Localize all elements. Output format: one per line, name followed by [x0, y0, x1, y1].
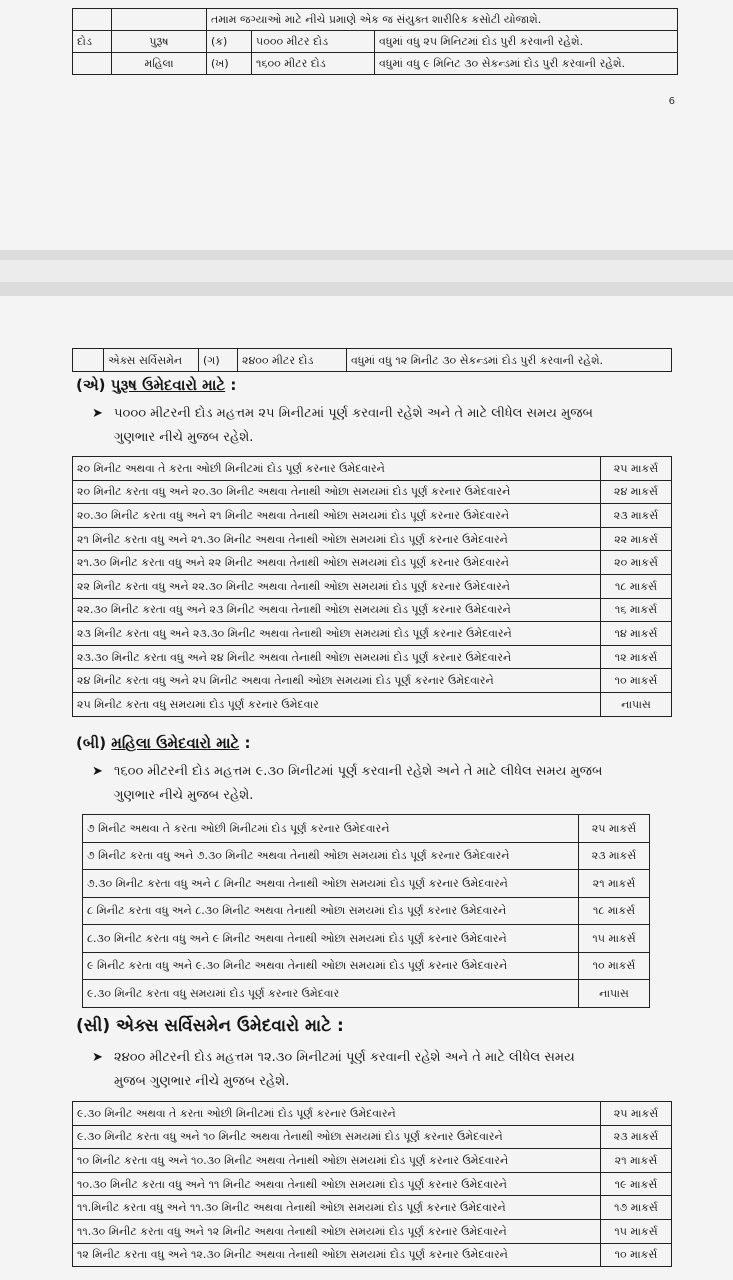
table-row [73, 349, 672, 372]
table-row [73, 480, 672, 504]
table-cell: ૨૪૦૦ મીટર દોડ [238, 349, 347, 372]
section-c-bullet [92, 1046, 575, 1094]
arrow-bullet-icon: ➤ [92, 406, 103, 421]
table-row [73, 1243, 672, 1267]
section-b-suffix: : [244, 734, 251, 752]
criteria-cell: ૨૨ મિનીટ કરતા વધુ અને ૨૨.૩૦ મિનીટ અથવા તેનાથી ઓછા સમયમાં દોડ પૂર્ણ કરનાર ઉમેદવારને [73, 574, 601, 598]
section-b-heading [76, 734, 250, 752]
table-row [83, 815, 650, 843]
criteria-cell: ૮ મિનીટ કરતા વધુ અને ૮.૩૦ મિનીટ અથવા તેનાથી ઓછા સમયમાં દોડ પૂર્ણ કરનાર ઉમેદવારને [83, 897, 579, 925]
table-row [73, 645, 672, 669]
marks-cell: ૧૦ માકર્સ [601, 669, 672, 693]
table-row [73, 574, 672, 598]
table-row [73, 9, 678, 31]
table-row [73, 53, 678, 75]
bullet-text: મુજબ ગુણભાર નીચે મુજબ રહેશે. [114, 1074, 290, 1089]
section-a-title: પુરૂષ ઉમેદવારો માટે [110, 376, 226, 394]
table-row [73, 1172, 672, 1196]
criteria-cell: ૨૦ મિનીટ અથવા તે કરતા ઓછી મિનીટમાં દોડ પૂર્ણ કરનાર ઉમેદવારને [73, 457, 601, 481]
marks-cell: ૧૦ માકર્સ [579, 952, 650, 980]
bullet-text: ગુણભાર નીચે મુજબ રહેશે. [114, 430, 254, 445]
criteria-cell: ૯.૩૦ મિનીટ અથવા તે કરતા ઓછી મિનીટમાં દોડ પૂર્ણ કરનાર ઉમેદવારને [73, 1102, 601, 1126]
section-c-title: એક્સ સર્વિસમેન ઉમેદવારો માટે [116, 1016, 332, 1036]
marks-cell: ૨૩ માકર્સ [601, 1125, 672, 1149]
table-cell [73, 53, 112, 75]
marks-cell: ૧૮ માકર્સ [601, 574, 672, 598]
table-row [83, 842, 650, 870]
table-cell: મહિલા [112, 53, 207, 75]
criteria-cell: ૯ મિનીટ કરતા વધુ અને ૯.૩૦ મિનીટ અથવા તેનાથી ઓછા સમયમાં દોડ પૂર્ણ કરનાર ઉમેદવારને [83, 952, 579, 980]
criteria-cell: ૨૨.૩૦ મિનીટ કરતા વધુ અને ૨૩ મિનીટ અથવા તેનાથી ઓછા સમયમાં દોડ પૂર્ણ કરનાર ઉમેદવારને [73, 598, 601, 622]
criteria-cell: ૨૧.૩૦ મિનીટ કરતા વધુ અને ૨૨ મિનીટ અથવા તેનાથી ઓછા સમયમાં દોડ પૂર્ણ કરનાર ઉમેદવારને [73, 551, 601, 575]
table-row [73, 1149, 672, 1173]
criteria-cell: ૯.૩૦ મિનીટ કરતા વધુ સમયમાં દોડ પૂર્ણ કરનાર ઉમેદવાર [83, 980, 579, 1008]
criteria-cell: ૧૧.મિનીટ કરતા વધુ અને ૧૧.૩૦ મિનીટ અથવા તેનાથી ઓછા સમયમાં દોડ પૂર્ણ કરનાર ઉમેદવારને [73, 1196, 601, 1220]
page-gap-strip [0, 260, 733, 282]
marks-cell: ૧૭ માકર્સ [601, 1196, 672, 1220]
marks-cell: ૧૬ માકર્સ [601, 598, 672, 622]
ex-serviceman-row-table [72, 348, 672, 372]
marks-cell: ૨૩ માકર્સ [601, 504, 672, 528]
criteria-cell: ૧૦ મિનીટ કરતા વધુ અને ૧૦.૩૦ મિનીટ અથવા તેનાથી ઓછા સમયમાં દોડ પૂર્ણ કરનાર ઉમેદવારને [73, 1149, 601, 1173]
marks-cell: ૧૯ માકર્સ [601, 1172, 672, 1196]
table-cell: (ગ) [199, 349, 238, 372]
criteria-cell: ૯.૩૦ મિનીટ કરતા વધુ અને ૧૦ મિનીટ અથવા તેનાથી ઓછા સમયમાં દોડ પૂર્ણ કરનાર ઉમેદવારને [73, 1125, 601, 1149]
section-c-prefix: (સી) [76, 1016, 111, 1036]
section-c-heading [76, 1016, 344, 1036]
table-cell: ૧૬૦૦ મીટર દોડ [252, 53, 375, 75]
criteria-cell: ૨૫ મિનીટ કરતા વધુ સમયમાં દોડ પૂર્ણ કરનાર ઉમેદવાર [73, 692, 601, 716]
criteria-cell: ૨૩ મિનીટ કરતા વધુ અને ૨૩.૩૦ મિનીટ અથવા તેનાથી ઓછા સમયમાં દોડ પૂર્ણ કરનાર ઉમેદવારને [73, 622, 601, 646]
marks-cell: ૨૫ માકર્સ [579, 815, 650, 843]
section-a-suffix: : [230, 376, 237, 394]
table-cell [73, 9, 112, 31]
table-row [73, 598, 672, 622]
table-row [83, 897, 650, 925]
bullet-text: ૨૪૦૦ મીટરની દોડ મહત્તમ ૧૨.૩૦ મિનીટમાં પૂર્ણ કરવાની રહેશે અને તે માટે લીધેલ સમય [114, 1050, 575, 1065]
table-cell: વધુમાં વધુ ૧૨ મિનીટ ૩૦ સેકન્ડમાં દોડ પુરી કરવાની રહેશે. [347, 349, 672, 372]
table-cell [73, 349, 104, 372]
marks-cell: ૨૫ માકર્સ [601, 457, 672, 481]
table-cell: ૫૦૦૦ મીટર દોડ [252, 31, 375, 53]
marks-cell: ૧૫ માકર્સ [579, 925, 650, 953]
table-cell: એક્સ સર્વિસમેન [104, 349, 199, 372]
table-row [73, 669, 672, 693]
page-number: 6 [668, 96, 675, 107]
table-row [73, 1125, 672, 1149]
marks-cell: ૧૦ માકર્સ [601, 1243, 672, 1267]
section-a-prefix: (એ) [76, 376, 106, 394]
male-score-table [72, 456, 672, 717]
section-c-suffix: : [337, 1016, 344, 1036]
criteria-cell: ૧૦.૩૦ મિનીટ કરતા વધુ અને ૧૧ મિનીટ અથવા તેનાથી ઓછા સમયમાં દોડ પૂર્ણ કરનાર ઉમેદવારને [73, 1172, 601, 1196]
marks-cell: ૧૨ માકર્સ [601, 645, 672, 669]
table-cell: (ક) [207, 31, 252, 53]
table-cell: પુરૂષ [112, 31, 207, 53]
table-row [73, 551, 672, 575]
criteria-cell: ૨૦ મિનીટ કરતા વધુ અને ૨૦.૩૦ મિનીટ અથવા તેનાથી ઓછા સમયમાં દોડ પૂર્ણ કરનાર ઉમેદવારને [73, 480, 601, 504]
criteria-cell: ૭ મિનીટ અથવા તે કરતા ઓછી મિનીટમાં દોડ પૂર્ણ કરનાર ઉમેદવારને [83, 815, 579, 843]
ex-serviceman-score-table [72, 1101, 672, 1267]
table-cell: (ખ) [207, 53, 252, 75]
table-cell [112, 9, 207, 31]
bullet-text: ગુણભાર નીચે મુજબ રહેશે. [114, 788, 254, 803]
marks-cell: ૨૩ માકર્સ [579, 842, 650, 870]
criteria-cell: ૮.૩૦ મિનીટ કરતા વધુ અને ૯ મિનીટ અથવા તેનાથી ઓછા સમયમાં દોડ પૂર્ણ કરનાર ઉમેદવારને [83, 925, 579, 953]
table-cell: દોડ [73, 31, 112, 53]
marks-cell: ૨૨ માકર્સ [601, 527, 672, 551]
marks-cell: ૨૧ માકર્સ [579, 870, 650, 898]
criteria-cell: ૭ મિનીટ કરતા વધુ અને ૭.૩૦ મિનીટ અથવા તેનાથી ઓછા સમયમાં દોડ પૂર્ણ કરનાર ઉમેદવારને [83, 842, 579, 870]
table-row [73, 622, 672, 646]
section-b-prefix: (બી) [76, 734, 107, 752]
table-cell: તમામ જગ્યાઓ માટે નીચે પ્રમાણે એક જ સંયુક્ત શારીરિક કસોટી યોજાશે. [207, 9, 678, 31]
table-row [73, 1102, 672, 1126]
bullet-text: ૫૦૦૦ મીટરની દોડ મહત્તમ ૨૫ મિનીટમાં પૂર્ણ કરવાની રહેશે અને તે માટે લીધેલ સમય મુજબ [114, 406, 594, 421]
criteria-cell: ૨૩.૩૦ મિનીટ કરતા વધુ અને ૨૪ મિનીટ અથવા તેનાથી ઓછા સમયમાં દોડ પૂર્ણ કરનાર ઉમેદવારને [73, 645, 601, 669]
female-score-table [82, 814, 650, 1008]
marks-cell: ૧૮ માકર્સ [579, 897, 650, 925]
marks-cell: ૨૦ માકર્સ [601, 551, 672, 575]
marks-cell: ૨૧ માકર્સ [601, 1149, 672, 1173]
table-cell: વધુમાં વધુ ૯ મિનિટ ૩૦ સેકન્ડમાં દોડ પુરી કરવાની રહેશે. [375, 53, 678, 75]
table-cell: વધુમાં વધુ ૨૫ મિનિટમાં દોડ પુરી કરવાની રહેશે. [375, 31, 678, 53]
table-row [83, 952, 650, 980]
marks-cell: ૧૫ માકર્સ [601, 1219, 672, 1243]
bullet-text: ૧૬૦૦ મીટરની દોડ મહત્તમ ૯.૩૦ મિનીટમાં પૂર્ણ કરવાની રહેશે અને તે માટે લીધેલ સમય મુજબ [114, 764, 603, 779]
table-row [73, 31, 678, 53]
table-row [73, 504, 672, 528]
section-a-bullet [92, 402, 593, 450]
table-row [83, 870, 650, 898]
arrow-bullet-icon: ➤ [92, 1050, 103, 1065]
marks-cell: નાપાસ [579, 980, 650, 1008]
criteria-cell: ૧૨ મિનીટ કરતા વધુ અને ૧૨.૩૦ મિનીટ અથવા તેનાથી ઓછા સમયમાં દોડ પૂર્ણ કરનાર ઉમેદવારને [73, 1243, 601, 1267]
criteria-cell: ૭.૩૦ મિનીટ કરતા વધુ અને ૮ મિનીટ અથવા તેનાથી ઓછા સમયમાં દોડ પૂર્ણ કરનાર ઉમેદવારને [83, 870, 579, 898]
criteria-cell: ૨૧ મિનીટ કરતા વધુ અને ૨૧.૩૦ મિનીટ અથવા તેનાથી ઓછા સમયમાં દોડ પૂર્ણ કરનાર ઉમેદવારને [73, 527, 601, 551]
section-b-bullet [92, 760, 602, 808]
section-b-title: મહિલા ઉમેદવારો માટે [111, 734, 240, 752]
criteria-cell: ૨૦.૩૦ મિનીટ કરતા વધુ અને ૨૧ મિનીટ અથવા તેનાથી ઓછા સમયમાં દોડ પૂર્ણ કરનાર ઉમેદવારને [73, 504, 601, 528]
lower-page [0, 296, 733, 1280]
physical-test-table [72, 8, 678, 75]
table-row [83, 925, 650, 953]
criteria-cell: ૧૧.૩૦ મિનીટ કરતા વધુ અને ૧૨ મિનીટ અથવા તેનાથી ઓછા સમયમાં દોડ પૂર્ણ કરનાર ઉમેદવારને [73, 1219, 601, 1243]
table-row [73, 457, 672, 481]
marks-cell: ૧૪ માકર્સ [601, 622, 672, 646]
table-row [83, 980, 650, 1008]
table-row [73, 1219, 672, 1243]
marks-cell: નાપાસ [601, 692, 672, 716]
section-a-heading [76, 376, 236, 394]
arrow-bullet-icon: ➤ [92, 764, 103, 779]
table-row [73, 527, 672, 551]
marks-cell: ૨૪ માકર્સ [601, 480, 672, 504]
upper-page [0, 0, 733, 250]
table-row [73, 1196, 672, 1220]
marks-cell: ૨૫ માકર્સ [601, 1102, 672, 1126]
criteria-cell: ૨૪ મિનીટ કરતા વધુ અને ૨૫ મિનીટ અથવા તેનાથી ઓછા સમયમાં દોડ પૂર્ણ કરનાર ઉમેદવારને [73, 669, 601, 693]
table-row [73, 692, 672, 716]
